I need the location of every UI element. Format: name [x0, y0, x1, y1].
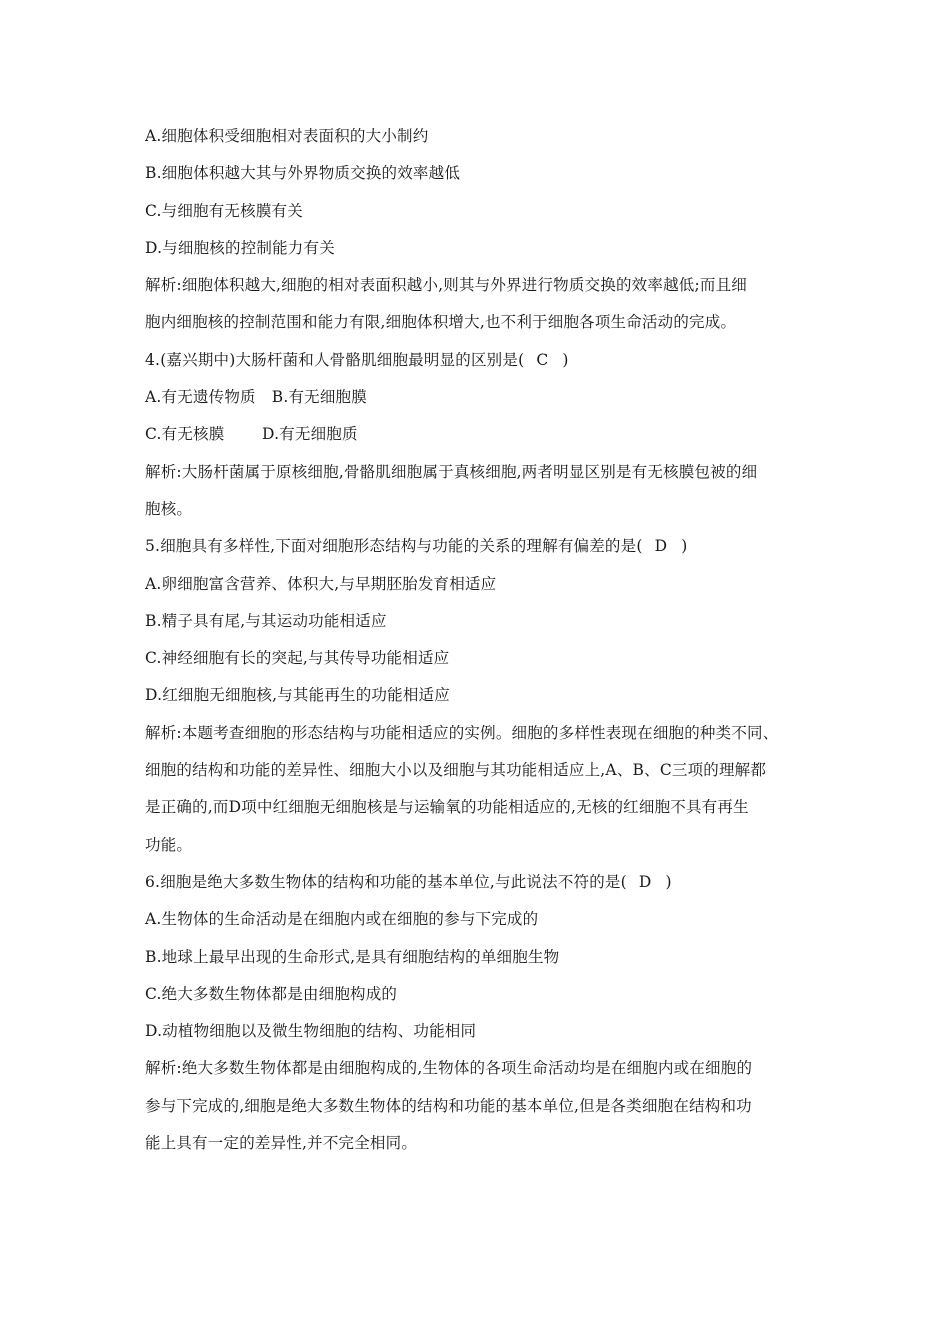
- q6-close-paren: ): [665, 872, 672, 891]
- q6-stem-text: 6.细胞是绝大多数生物体的结构和功能的基本单位,与此说法不符的是(: [145, 872, 627, 891]
- q4-option-d: D.有无细胞质: [262, 425, 358, 444]
- q4-options-row-2: [145, 416, 825, 453]
- q5-explanation-line-4: 功能。: [145, 835, 193, 854]
- q6-option-a: A.生物体的生命活动是在细胞内或在细胞的参与下完成的: [145, 910, 539, 929]
- q4-stem-text: 4.(嘉兴期中)大肠杆菌和人骨骼肌细胞最明显的区别是(: [145, 350, 525, 369]
- q3-option-b: B.细胞体积越大其与外界物质交换的效率越低: [145, 164, 461, 183]
- q4-option-c: C.有无核膜: [145, 425, 225, 444]
- q5-stem-text: 5.细胞具有多样性,下面对细胞形态结构与功能的关系的理解有偏差的是(: [145, 537, 643, 556]
- q4-explanation-line-2: 胞核。: [145, 499, 193, 518]
- q5-option-d: D.红细胞无细胞核,与其能再生的功能相适应: [145, 686, 450, 705]
- q3-explanation-line-2: 胞内细胞核的控制范围和能力有限,细胞体积增大,也不利于细胞各项生命活动的完成。: [145, 313, 737, 332]
- q4-options-row-1: [145, 379, 825, 416]
- q5-answer: D: [654, 537, 668, 556]
- q3-option-a: A.细胞体积受细胞相对表面积的大小制约: [145, 127, 429, 145]
- q4-close-paren: ): [562, 350, 569, 369]
- q6-option-b: B.地球上最早出现的生命形式,是具有细胞结构的单细胞生物: [145, 947, 560, 966]
- q3-option-c: C.与细胞有无核膜有关: [145, 201, 303, 220]
- q6-explanation-line-3: 能上具有一定的差异性,并不完全相同。: [145, 1134, 418, 1153]
- q4-stem: [145, 342, 825, 379]
- q4-answer: C: [536, 350, 549, 369]
- q5-option-c: C.神经细胞有长的突起,与其传导功能相适应: [145, 649, 450, 668]
- q6-answer: D: [638, 872, 652, 891]
- q6-stem: [145, 864, 825, 901]
- q5-option-b: B.精子具有尾,与其运动功能相适应: [145, 611, 387, 630]
- q5-close-paren: ): [681, 537, 688, 556]
- q3-explanation-line-1: 解析:细胞体积越大,细胞的相对表面积越小,则其与外界进行物质交换的效率越低;而且细: [145, 276, 748, 295]
- q5-explanation-line-2: 细胞的结构和功能的差异性、细胞大小以及细胞与其功能相适应上,A、B、C三项的理解都: [145, 761, 767, 780]
- q5-stem: [145, 528, 825, 565]
- q4-option-a: A.有无遗传物质: [145, 388, 256, 407]
- q4-option-b: B.有无细胞膜: [271, 388, 367, 407]
- q5-explanation-line-1: 解析:本题考查细胞的形态结构与功能相适应的实例。细胞的多样性表现在细胞的种类不同、: [145, 723, 779, 742]
- q6-explanation-line-2: 参与下完成的,细胞是绝大多数生物体的结构和功能的基本单位,但是各类细胞在结构和功: [145, 1096, 752, 1115]
- q4-explanation-line-1: 解析:大肠杆菌属于原核细胞,骨骼肌细胞属于真核细胞,两者明显区别是有无核膜包被的细: [145, 462, 758, 481]
- q3-option-d: D.与细胞核的控制能力有关: [145, 238, 335, 257]
- q6-explanation-line-1: 解析:绝大多数生物体都是由细胞构成的,生物体的各项生命活动均是在细胞内或在细胞的: [145, 1059, 753, 1078]
- q5-option-a: A.卵细胞富含营养、体积大,与早期胚胎发育相适应: [145, 574, 497, 593]
- q5-explanation-line-3: 是正确的,而D项中红细胞无细胞核是与运输氧的功能相适应的,无核的红细胞不具有再生: [145, 798, 749, 817]
- q6-option-d: D.动植物细胞以及微生物细胞的结构、功能相同: [145, 1022, 477, 1041]
- document-page: [145, 118, 825, 1162]
- q6-option-c: C.绝大多数生物体都是由细胞构成的: [145, 984, 398, 1003]
